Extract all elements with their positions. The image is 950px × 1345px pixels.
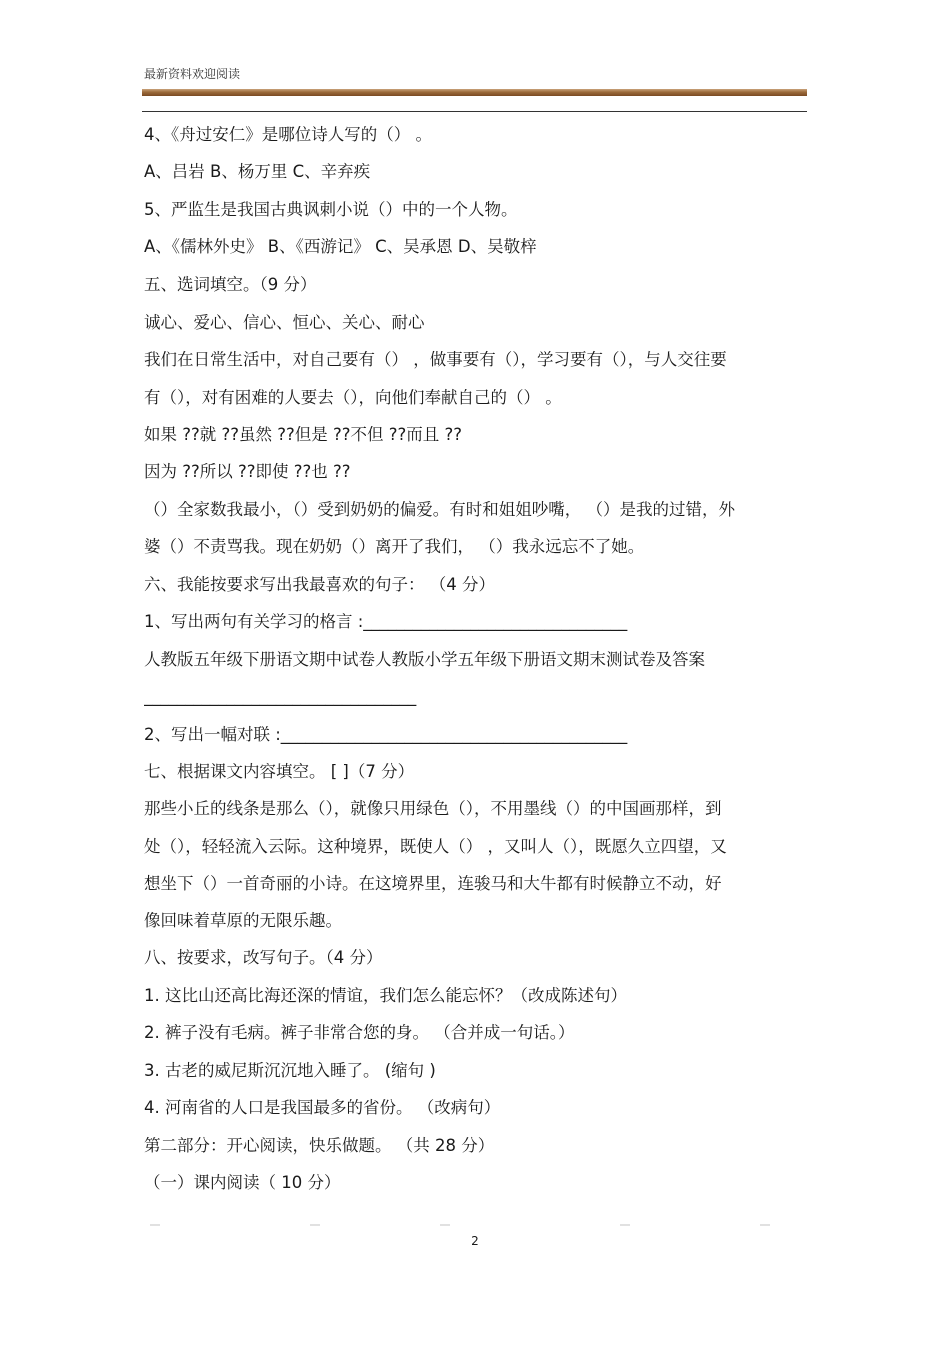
reading-section-heading: （一）课内阅读（ 10 分） xyxy=(144,1173,341,1192)
rewrite-item-1: 1. 这比山还高比海还深的情谊，我们怎么能忘怀？（改成陈述句） xyxy=(144,986,627,1005)
rewrite-item-4: 4. 河南省的人口是我国最多的省份。 （改病句） xyxy=(144,1098,501,1117)
conjunction-list-2: 因为 ??所以 ??即使 ??也 ?? xyxy=(144,462,351,481)
conjunction-paragraph-line-1: （）全家数我最小，（）受到奶奶的偏爱。有时和姐姐吵嘴， （）是我的过错，外 xyxy=(144,500,735,519)
section-7-heading: 七、根据课文内容填空。 [ ]（7 分） xyxy=(144,762,415,781)
rewrite-item-2: 2. 裤子没有毛病。裤子非常合您的身。 （合并成一句话。） xyxy=(144,1023,575,1042)
grassland-paragraph-line-1: 那些小丘的线条是那么（），就像只用绿色（），不用墨线（）的中国画那样，到 xyxy=(144,799,722,818)
header-title: 最新资料欢迎阅读 xyxy=(144,67,241,81)
header-rule-thick xyxy=(142,89,807,96)
question-5: 5、严监生是我国古典讽刺小说（）中的一个人物。 xyxy=(144,200,518,219)
grassland-paragraph-line-2: 处（），轻轻流入云际。这种境界，既使人（） ，又叫人（），既愿久立四望，又 xyxy=(144,837,727,856)
word-choices: 诚心、爱心、信心、恒心、关心、耐心 xyxy=(144,313,425,332)
motto-prompt: 1、写出两句有关学习的格言 :________________________________ xyxy=(144,612,628,631)
section-8-heading: 八、按要求，改写句子。（4 分） xyxy=(144,948,383,967)
header-rule-thin xyxy=(142,111,807,112)
document-title-line: 人教版五年级下册语文期中试卷人教版小学五年级下册语文期末测试卷及答案 xyxy=(144,650,705,669)
couplet-prompt: 2、写出一幅对联 :__________________________________________ xyxy=(144,725,628,744)
fill-paragraph-line-2: 有（），对有困难的人要去（），向他们奉献自己的（） 。 xyxy=(144,388,562,407)
question-4: 4、《舟过安仁》是哪位诗人写的（） 。 xyxy=(144,125,432,144)
answer-blank-line: _________________________________ xyxy=(144,687,417,706)
grassland-paragraph-line-4: 像回味着草原的无限乐趣。 xyxy=(144,911,342,930)
question-4-options: A、吕岩 B、杨万里 C、辛弃疾 xyxy=(144,162,371,181)
question-5-options: A、《儒林外史》 B、《西游记》 C、吴承恩 D、吴敬梓 xyxy=(144,237,537,256)
grassland-paragraph-line-3: 想坐下（）一首奇丽的小诗。在这境界里，连骏马和大牛都有时候静立不动，好 xyxy=(144,874,722,893)
page-number: 2 xyxy=(471,1234,479,1248)
faint-bleed-through xyxy=(150,1222,790,1228)
section-6-heading: 六、我能按要求写出我最喜欢的句子： （4 分） xyxy=(144,575,495,594)
fill-paragraph-line-1: 我们在日常生活中，对自己要有（） ，做事要有（），学习要有（），与人交往要 xyxy=(144,350,727,369)
section-5-heading: 五、选词填空。（9 分） xyxy=(144,275,317,294)
conjunction-paragraph-line-2: 婆（）不责骂我。现在奶奶（）离开了我们， （）我永远忘不了她。 xyxy=(144,537,645,556)
conjunction-list-1: 如果 ??就 ??虽然 ??但是 ??不但 ??而且 ?? xyxy=(144,425,463,444)
rewrite-item-3: 3. 古老的威尼斯沉沉地入睡了。 (缩句 ) xyxy=(144,1061,436,1080)
part-2-heading: 第二部分：开心阅读，快乐做题。 （共 28 分） xyxy=(144,1136,495,1155)
